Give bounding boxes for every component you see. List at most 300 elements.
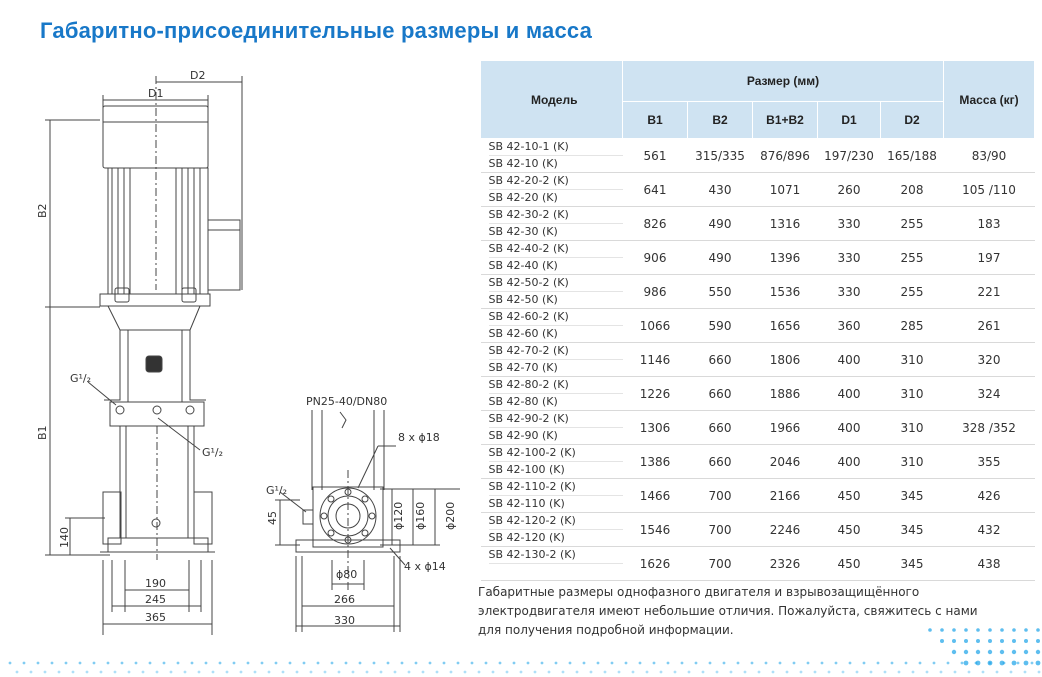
- decor-dot: [170, 671, 173, 674]
- decor-dot: [926, 671, 929, 674]
- decor-dot: [65, 662, 68, 665]
- decor-dot: [835, 662, 838, 665]
- decor-dot: [653, 662, 656, 665]
- decor-dot: [569, 662, 572, 665]
- header-d2: D2: [881, 102, 944, 139]
- decor-dot: [422, 671, 425, 674]
- cell-b2: 660: [688, 445, 753, 479]
- label-phi80: ϕ80: [336, 568, 358, 581]
- label-bolts-4: 4 x ϕ14: [404, 560, 446, 573]
- decor-dot: [212, 671, 215, 674]
- model-name: SB 42-60 (K): [488, 327, 558, 340]
- cell-b2: 430: [688, 173, 753, 207]
- decor-dot: [877, 662, 880, 665]
- decor-dot: [1024, 650, 1028, 654]
- decor-dot: [380, 671, 383, 674]
- decor-dot: [1000, 661, 1005, 666]
- label-g-middle: G¹/₂: [202, 446, 224, 459]
- decor-dot: [177, 662, 180, 665]
- decor-dot: [128, 671, 131, 674]
- label-d2: D2: [190, 69, 206, 82]
- decor-dot: [142, 671, 145, 674]
- decor-dot: [317, 662, 320, 665]
- cell-b2: 660: [688, 377, 753, 411]
- decor-dot: [310, 671, 313, 674]
- decor-dot: [1024, 628, 1028, 632]
- cell-b12: 1396: [753, 241, 818, 275]
- decor-dot: [450, 671, 453, 674]
- cell-mass: 432: [944, 513, 1035, 547]
- decor-dot: [324, 671, 327, 674]
- cell-d2: 345: [881, 547, 944, 581]
- cell-d1: 400: [818, 377, 881, 411]
- decor-dot: [870, 671, 873, 674]
- decor-dot: [555, 662, 558, 665]
- decor-dot: [821, 662, 824, 665]
- decor-dot: [492, 671, 495, 674]
- decor-dot: [632, 671, 635, 674]
- cell-b2: 660: [688, 411, 753, 445]
- decor-dot: [184, 671, 187, 674]
- decor-dot: [1036, 639, 1040, 643]
- decor-dot: [233, 662, 236, 665]
- header-b2: B2: [688, 102, 753, 139]
- decor-dot: [359, 662, 362, 665]
- decor-dot: [1000, 639, 1004, 643]
- model-name: SB 42-100 (K): [488, 463, 565, 476]
- decor-dot: [373, 662, 376, 665]
- cell-b12: 1536: [753, 275, 818, 309]
- decor-dot: [86, 671, 89, 674]
- decor-dot: [952, 628, 956, 632]
- decor-dot: [247, 662, 250, 665]
- decor-dot: [1012, 639, 1016, 643]
- label-bolts-8: 8 x ϕ18: [398, 431, 440, 444]
- label-45: 45: [266, 511, 279, 525]
- label-266: 266: [334, 593, 355, 606]
- decor-dot: [44, 671, 47, 674]
- decor-dot: [548, 671, 551, 674]
- decor-dot: [964, 639, 968, 643]
- decor-dot: [1036, 661, 1041, 666]
- decor-dot: [976, 650, 980, 654]
- decor-dot: [952, 650, 956, 654]
- model-name: SB 42-110-2 (K): [489, 479, 623, 496]
- cell-b1: 1626: [623, 547, 688, 581]
- model-name: SB 42-60-2 (K): [489, 309, 623, 326]
- decor-dot: [814, 671, 817, 674]
- decor-dot: [807, 662, 810, 665]
- header-mass: Масса (кг): [944, 61, 1035, 139]
- cell-mass: 183: [944, 207, 1035, 241]
- decor-dot: [541, 662, 544, 665]
- model-name: SB 42-130-2 (K): [489, 547, 623, 564]
- label-190: 190: [145, 577, 166, 590]
- decor-dot: [338, 671, 341, 674]
- decor-dot: [842, 671, 845, 674]
- model-name: SB 42-100-2 (K): [489, 445, 623, 462]
- cell-b1: 641: [623, 173, 688, 207]
- decor-dot: [163, 662, 166, 665]
- cell-b2: 550: [688, 275, 753, 309]
- cell-b2: 660: [688, 343, 753, 377]
- decor-dot: [16, 671, 19, 674]
- cell-d1: 450: [818, 547, 881, 581]
- decor-dot: [964, 650, 968, 654]
- model-name: SB 42-20-2 (K): [489, 173, 623, 190]
- decor-dot: [660, 671, 663, 674]
- cell-b12: 2046: [753, 445, 818, 479]
- decor-dot: [191, 662, 194, 665]
- cell-d1: 360: [818, 309, 881, 343]
- cell-b12: 2246: [753, 513, 818, 547]
- model-name: SB 42-80 (K): [488, 395, 558, 408]
- decor-dot: [289, 662, 292, 665]
- decor-dot: [933, 662, 936, 665]
- decor-dot: [800, 671, 803, 674]
- cell-d2: 310: [881, 377, 944, 411]
- cell-b12: 876/896: [753, 139, 818, 173]
- cell-b12: 1806: [753, 343, 818, 377]
- decor-dot: [1017, 662, 1020, 665]
- decor-dot: [744, 671, 747, 674]
- decor-dot: [618, 671, 621, 674]
- decor-dot: [919, 662, 922, 665]
- decor-dot: [296, 671, 299, 674]
- decor-dot: [394, 671, 397, 674]
- model-name: SB 42-10 (K): [488, 157, 558, 170]
- model-name: SB 42-70 (K): [488, 361, 558, 374]
- decor-dot: [1024, 671, 1027, 674]
- label-140: 140: [58, 527, 71, 548]
- decor-dot: [149, 662, 152, 665]
- model-name: SB 42-40 (K): [488, 259, 558, 272]
- cell-mass: 328 /352: [944, 411, 1035, 445]
- decor-dot: [730, 671, 733, 674]
- decor-dot: [1010, 671, 1013, 674]
- decor-dot: [982, 671, 985, 674]
- cell-d2: 345: [881, 513, 944, 547]
- decor-dot: [443, 662, 446, 665]
- decor-dot: [667, 662, 670, 665]
- decor-dot: [93, 662, 96, 665]
- decor-dot: [976, 639, 980, 643]
- decor-dot: [366, 671, 369, 674]
- decor-dot: [976, 661, 981, 666]
- cell-mass: 426: [944, 479, 1035, 513]
- decor-dot: [751, 662, 754, 665]
- decor-dot: [401, 662, 404, 665]
- label-330: 330: [334, 614, 355, 627]
- decor-dot: [513, 662, 516, 665]
- decor-dot: [964, 628, 968, 632]
- decor-dot: [702, 671, 705, 674]
- cell-b1: 1226: [623, 377, 688, 411]
- cell-b1: 1146: [623, 343, 688, 377]
- cell-d1: 330: [818, 241, 881, 275]
- decor-dot: [597, 662, 600, 665]
- model-name: SB 42-50-2 (K): [489, 275, 623, 292]
- decor-dot: [1036, 628, 1040, 632]
- decor-dot: [928, 628, 932, 632]
- cell-d2: 208: [881, 173, 944, 207]
- decor-dot: [114, 671, 117, 674]
- model-name: SB 42-30 (K): [488, 225, 558, 238]
- decor-dot: [51, 662, 54, 665]
- cell-mass: 197: [944, 241, 1035, 275]
- decor-dot: [485, 662, 488, 665]
- decor-dot: [464, 671, 467, 674]
- cell-b1: 1546: [623, 513, 688, 547]
- decor-dot: [527, 662, 530, 665]
- cell-b2: 700: [688, 513, 753, 547]
- label-b1: B1: [36, 425, 49, 440]
- decor-dot: [1012, 650, 1016, 654]
- cell-b12: 1966: [753, 411, 818, 445]
- model-name: SB 42-30-2 (K): [489, 207, 623, 224]
- model-name: SB 42-10-1 (K): [489, 139, 623, 156]
- model-name: SB 42-70-2 (K): [489, 343, 623, 360]
- decor-dot: [240, 671, 243, 674]
- cell-d2: 165/188: [881, 139, 944, 173]
- decor-dot: [226, 671, 229, 674]
- decor-dot: [1000, 650, 1004, 654]
- cell-d2: 310: [881, 411, 944, 445]
- decor-dot: [772, 671, 775, 674]
- decor-dot: [1036, 650, 1040, 654]
- decor-dot: [520, 671, 523, 674]
- decor-dot: [988, 639, 992, 643]
- decor-dot: [639, 662, 642, 665]
- decor-dot: [988, 661, 993, 666]
- decor-dot: [107, 662, 110, 665]
- decor-dot: [121, 662, 124, 665]
- decor-dot: [954, 671, 957, 674]
- model-name: SB 42-120 (K): [488, 531, 565, 544]
- cell-b12: 1656: [753, 309, 818, 343]
- cell-d1: 330: [818, 275, 881, 309]
- decor-dot: [898, 671, 901, 674]
- label-d1: D1: [148, 87, 164, 100]
- decor-dot: [1038, 671, 1041, 674]
- cell-d1: 400: [818, 343, 881, 377]
- decor-dot: [793, 662, 796, 665]
- decor-dot: [156, 671, 159, 674]
- decor-dot: [72, 671, 75, 674]
- decor-dot: [1024, 639, 1028, 643]
- header-d1: D1: [818, 102, 881, 139]
- cell-d2: 255: [881, 241, 944, 275]
- decor-dot: [79, 662, 82, 665]
- decor-dot: [947, 662, 950, 665]
- decor-dot: [1012, 628, 1016, 632]
- decor-dot: [646, 671, 649, 674]
- decor-dot: [976, 628, 980, 632]
- decor-dot: [961, 662, 964, 665]
- cell-b1: 1306: [623, 411, 688, 445]
- label-b2: B2: [36, 203, 49, 218]
- decor-dot: [590, 671, 593, 674]
- cell-b1: 561: [623, 139, 688, 173]
- cell-mass: 324: [944, 377, 1035, 411]
- decor-dot: [1024, 661, 1029, 666]
- decor-dot: [268, 671, 271, 674]
- model-name: SB 42-120-2 (K): [489, 513, 623, 530]
- header-model: Модель: [481, 61, 623, 139]
- cell-b2: 700: [688, 547, 753, 581]
- decor-dot: [261, 662, 264, 665]
- decor-dot: [611, 662, 614, 665]
- decor-dot: [198, 671, 201, 674]
- cell-b1: 1386: [623, 445, 688, 479]
- cell-d1: 450: [818, 479, 881, 513]
- decor-dot: [716, 671, 719, 674]
- cell-b12: 2326: [753, 547, 818, 581]
- decor-dot: [779, 662, 782, 665]
- decor-dot: [254, 671, 257, 674]
- decor-dot: [457, 662, 460, 665]
- cell-mass: 83/90: [944, 139, 1035, 173]
- label-245: 245: [145, 593, 166, 606]
- cell-d2: 310: [881, 445, 944, 479]
- cell-b12: 2166: [753, 479, 818, 513]
- label-phi120: ϕ120: [392, 501, 405, 530]
- cell-b1: 906: [623, 241, 688, 275]
- decor-dot: [968, 671, 971, 674]
- cell-b1: 986: [623, 275, 688, 309]
- cell-b1: 1466: [623, 479, 688, 513]
- footnote: Габаритные размеры однофазного двигателя и взрывозащищённого электродвигателя имеют небольшие отличия. Пожалуйста, свяжитесь с нами для получения подробной информации.: [478, 585, 978, 637]
- cell-b12: 1316: [753, 207, 818, 241]
- decor-dot: [1031, 662, 1034, 665]
- decor-dot: [9, 662, 12, 665]
- decor-dot: [100, 671, 103, 674]
- decor-dot: [758, 671, 761, 674]
- cell-b2: 315/335: [688, 139, 753, 173]
- decor-dot: [828, 671, 831, 674]
- cell-mass: 105 /110: [944, 173, 1035, 207]
- decor-dot: [275, 662, 278, 665]
- decor-dot: [583, 662, 586, 665]
- cell-d2: 345: [881, 479, 944, 513]
- cell-b12: 1071: [753, 173, 818, 207]
- decor-dot: [429, 662, 432, 665]
- decor-dot: [723, 662, 726, 665]
- page-title: Габаритно-присоединительные размеры и масса: [40, 18, 593, 43]
- cell-b2: 700: [688, 479, 753, 513]
- label-365: 365: [145, 611, 166, 624]
- decor-dot: [695, 662, 698, 665]
- decor-dot: [1012, 661, 1017, 666]
- label-g-right: G¹/₂: [266, 484, 288, 497]
- decor-dot: [709, 662, 712, 665]
- decor-dot: [282, 671, 285, 674]
- header-size: Размер (мм): [623, 61, 944, 102]
- header-b1-b2: B1+B2: [753, 102, 818, 139]
- decor-dot: [499, 662, 502, 665]
- decor-dot: [352, 671, 355, 674]
- cell-b2: 490: [688, 207, 753, 241]
- decor-dot: [996, 671, 999, 674]
- model-name: SB 42-20 (K): [488, 191, 558, 204]
- decor-dot: [576, 671, 579, 674]
- decor-dot: [37, 662, 40, 665]
- decor-dot: [681, 662, 684, 665]
- decor-dot: [478, 671, 481, 674]
- decor-dot: [205, 662, 208, 665]
- decor-dot: [856, 671, 859, 674]
- cell-d1: 260: [818, 173, 881, 207]
- decor-dot: [604, 671, 607, 674]
- label-phi200: ϕ200: [444, 501, 457, 530]
- label-flange: PN25-40/DN80: [306, 395, 388, 408]
- decor-dot: [737, 662, 740, 665]
- cell-mass: 320: [944, 343, 1035, 377]
- decor-dot: [863, 662, 866, 665]
- decor-dot: [891, 662, 894, 665]
- cell-mass: 438: [944, 547, 1035, 581]
- model-name: SB 42-110 (K): [488, 497, 565, 510]
- cell-d1: 450: [818, 513, 881, 547]
- model-name: SB 42-80-2 (K): [489, 377, 623, 394]
- decor-dot: [674, 671, 677, 674]
- model-name: SB 42-40-2 (K): [489, 241, 623, 258]
- cell-mass: 355: [944, 445, 1035, 479]
- decor-dot: [849, 662, 852, 665]
- model-name: SB 42-90-2 (K): [489, 411, 623, 428]
- decor-dot: [964, 661, 969, 666]
- decor-dot: [884, 671, 887, 674]
- cell-b1: 1066: [623, 309, 688, 343]
- decor-dot: [988, 650, 992, 654]
- cell-d2: 255: [881, 275, 944, 309]
- model-name: SB 42-90 (K): [488, 429, 558, 442]
- decor-dot: [345, 662, 348, 665]
- decor-dot: [436, 671, 439, 674]
- decor-dot: [940, 628, 944, 632]
- decor-dot: [415, 662, 418, 665]
- cell-d1: 400: [818, 411, 881, 445]
- decor-dot: [23, 662, 26, 665]
- model-name: SB 42-50 (K): [488, 293, 558, 306]
- cell-b2: 490: [688, 241, 753, 275]
- decor-dot: [940, 671, 943, 674]
- cell-d1: 197/230: [818, 139, 881, 173]
- cell-mass: 261: [944, 309, 1035, 343]
- decor-dot: [562, 671, 565, 674]
- cell-b1: 826: [623, 207, 688, 241]
- label-g-upper: G¹/₂: [70, 372, 92, 385]
- decor-dot: [905, 662, 908, 665]
- decor-dot: [688, 671, 691, 674]
- decor-dot: [303, 662, 306, 665]
- decor-dot: [331, 662, 334, 665]
- decor-dot: [988, 628, 992, 632]
- decor-dot: [534, 671, 537, 674]
- cell-d1: 330: [818, 207, 881, 241]
- decor-dot: [219, 662, 222, 665]
- decor-dot: [625, 662, 628, 665]
- decor-dot: [506, 671, 509, 674]
- cell-b12: 1886: [753, 377, 818, 411]
- cell-d2: 255: [881, 207, 944, 241]
- decor-dot: [940, 639, 944, 643]
- decor-dot: [1000, 628, 1004, 632]
- header-b1: B1: [623, 102, 688, 139]
- cell-d2: 285: [881, 309, 944, 343]
- decor-dot: [471, 662, 474, 665]
- decor-dot: [408, 671, 411, 674]
